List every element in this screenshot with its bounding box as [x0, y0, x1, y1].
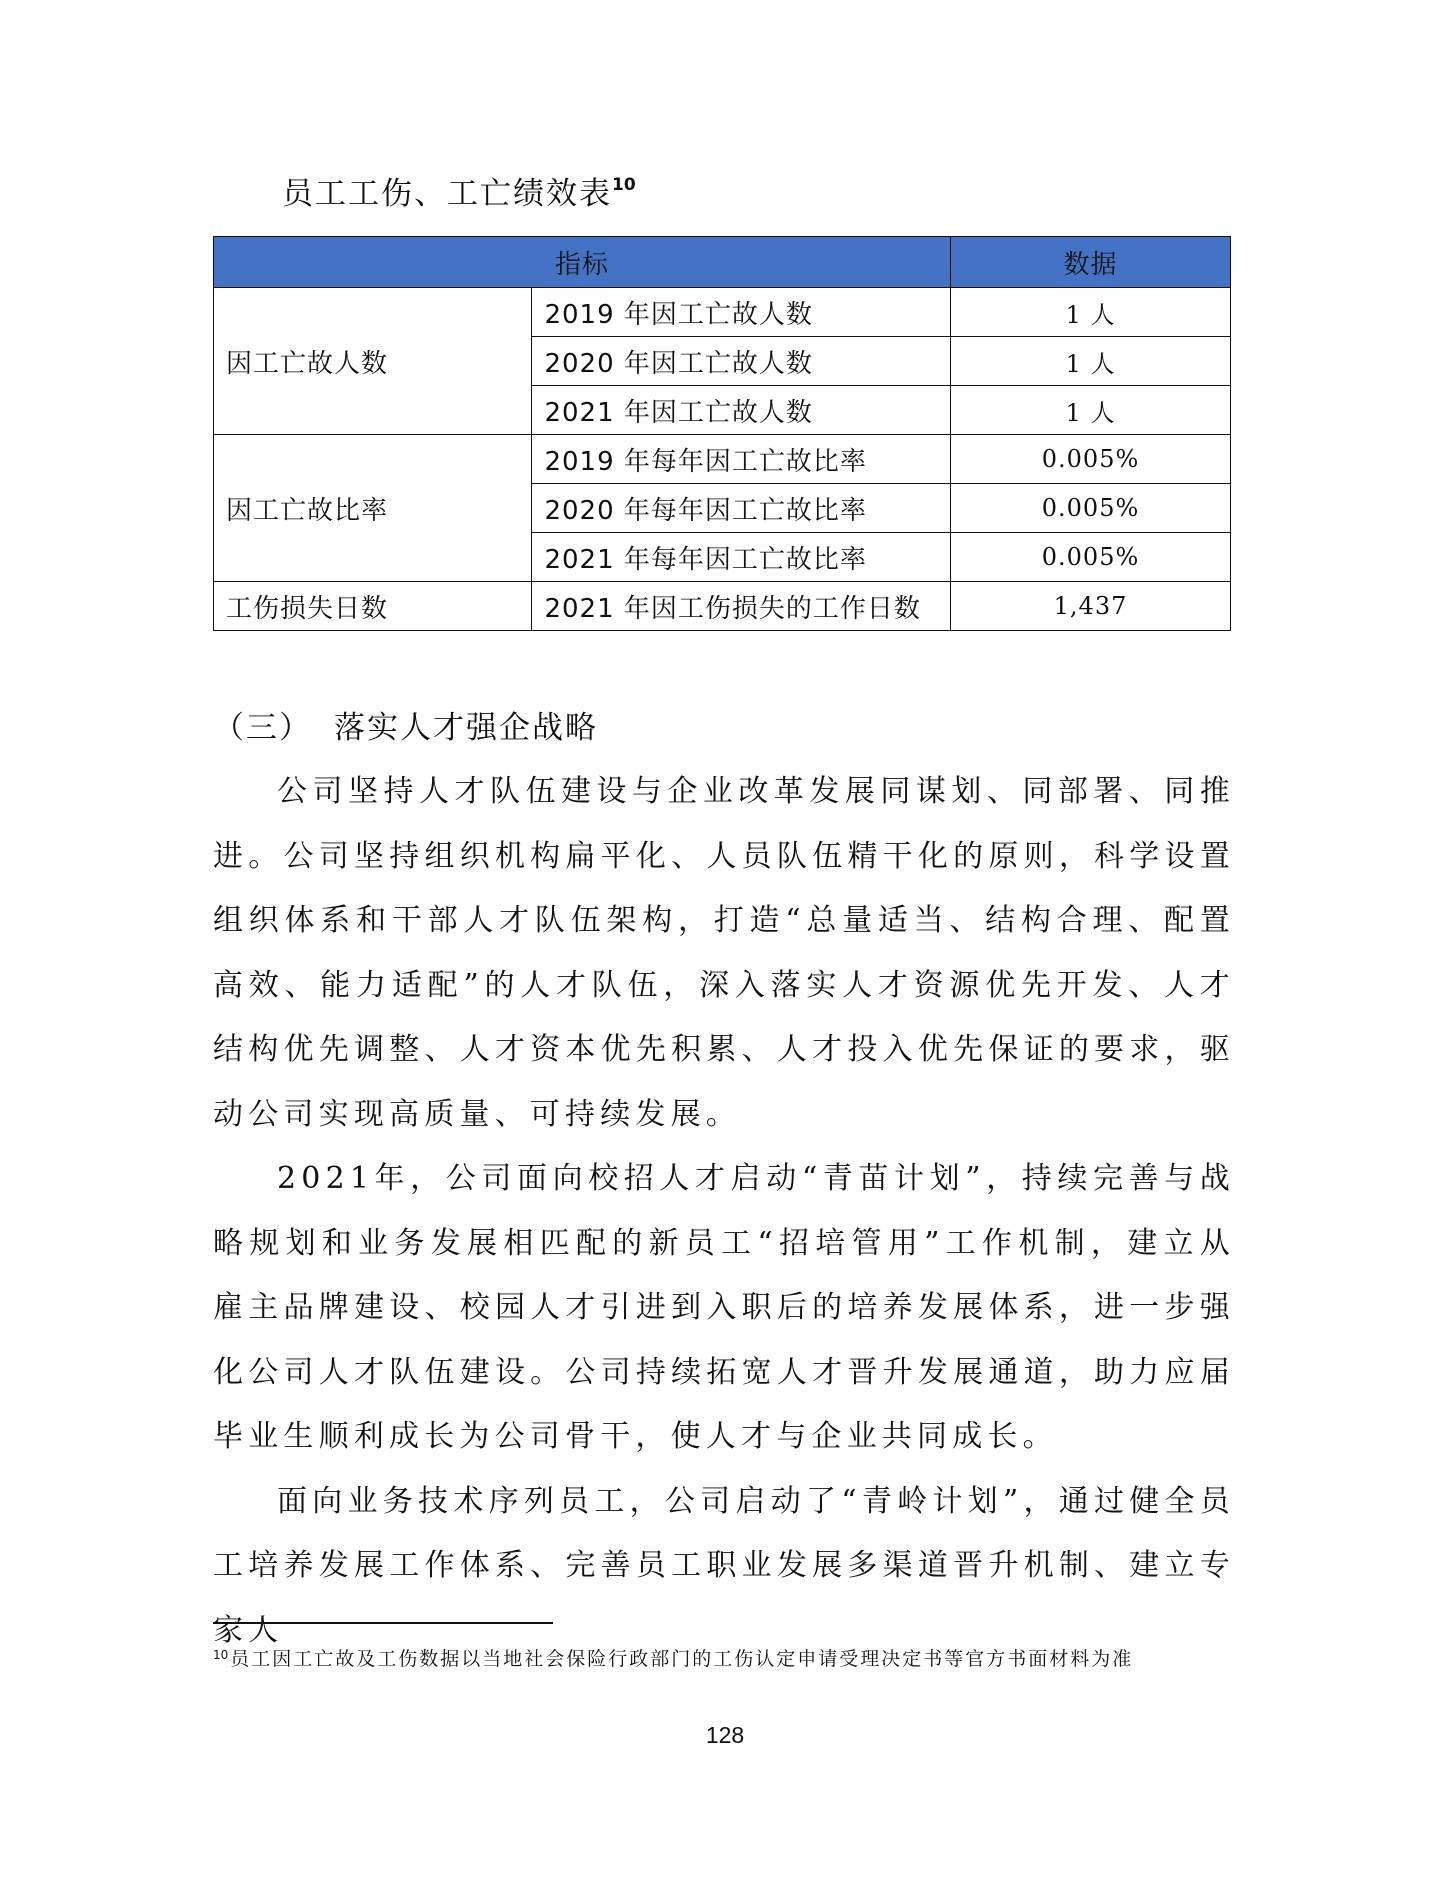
- value-cell: 1 人: [951, 288, 1231, 337]
- paragraph: 公司坚持人才队伍建设与企业改革发展同谋划、同部署、同推进。公司坚持组织机构扁平化、人员队伍精干化的原则，科学设置组织体系和干部人才队伍架构，打造“总量适当、结构合理、配置高效、能力适配”的人才队伍，深入落实人才资源优先开发、人才结构优先调整、人才资本优先积累、人才投入优先保证的要求，驱动公司实现高质量、可持续发展。: [213, 774, 1235, 1132]
- section-number: （三）: [213, 710, 312, 746]
- table-title-text: 员工工伤、工亡绩效表: [282, 176, 612, 212]
- value-cell: 0.005%: [951, 435, 1231, 484]
- table-row: [214, 582, 1231, 631]
- performance-table: [213, 236, 1231, 631]
- section-title: 落实人才强企战略: [334, 710, 598, 746]
- category-cell: 因工亡故比率: [214, 435, 532, 582]
- value-cell: 1,437: [951, 582, 1231, 631]
- indicator-cell: 2021 年因工伤损失的工作日数: [532, 582, 951, 631]
- value-cell: 1 人: [951, 337, 1231, 386]
- header-data: 数据: [951, 237, 1231, 288]
- body-text: [213, 760, 1235, 1663]
- category-cell: 因工亡故人数: [214, 288, 532, 435]
- indicator-cell: 2019 年因工亡故人数: [532, 288, 951, 337]
- header-indicator: 指标: [214, 237, 951, 288]
- indicator-cell: 2019 年每年因工亡故比率: [532, 435, 951, 484]
- indicator-cell: 2020 年因工亡故人数: [532, 337, 951, 386]
- value-cell: 0.005%: [951, 484, 1231, 533]
- footnote-number: 10: [213, 1648, 229, 1662]
- paragraph: 2021年，公司面向校招人才启动“青苗计划”，持续完善与战略规划和业务发展相匹配的新员工“招培管用”工作机制，建立从雇主品牌建设、校园人才引进到入职后的培养发展体系，进一步强化公司人才队伍建设。公司持续拓宽人才晋升发展通道，助力应届毕业生顺利成长为公司骨干，使人才与企业共同成长。: [213, 1161, 1235, 1454]
- paragraph: 面向业务技术序列员工，公司启动了“青岭计划”，通过健全员工培养发展工作体系、完善员工职业发展多渠道晋升机制、建立专家人: [213, 1483, 1235, 1648]
- page-number: 128: [705, 1722, 745, 1748]
- indicator-cell: 2021 年因工亡故人数: [532, 386, 951, 435]
- table-row: [214, 435, 1231, 484]
- footnote-divider: [213, 1622, 553, 1624]
- footnote-ref[interactable]: 10: [612, 175, 636, 195]
- footnote: [213, 1640, 1235, 1674]
- category-cell: 工伤损失日数: [214, 582, 532, 631]
- table-header-row: [214, 237, 1231, 288]
- table-title: [282, 168, 636, 213]
- value-cell: 1 人: [951, 386, 1231, 435]
- indicator-cell: 2020 年每年因工亡故比率: [532, 484, 951, 533]
- value-cell: 0.005%: [951, 533, 1231, 582]
- section-heading: [213, 702, 598, 747]
- footnote-text: 员工因工亡故及工伤数据以当地社会保险行政部门的工伤认定申请受理决定书等官方书面材料为准: [230, 1648, 1134, 1670]
- table-row: [214, 288, 1231, 337]
- indicator-cell: 2021 年每年因工亡故比率: [532, 533, 951, 582]
